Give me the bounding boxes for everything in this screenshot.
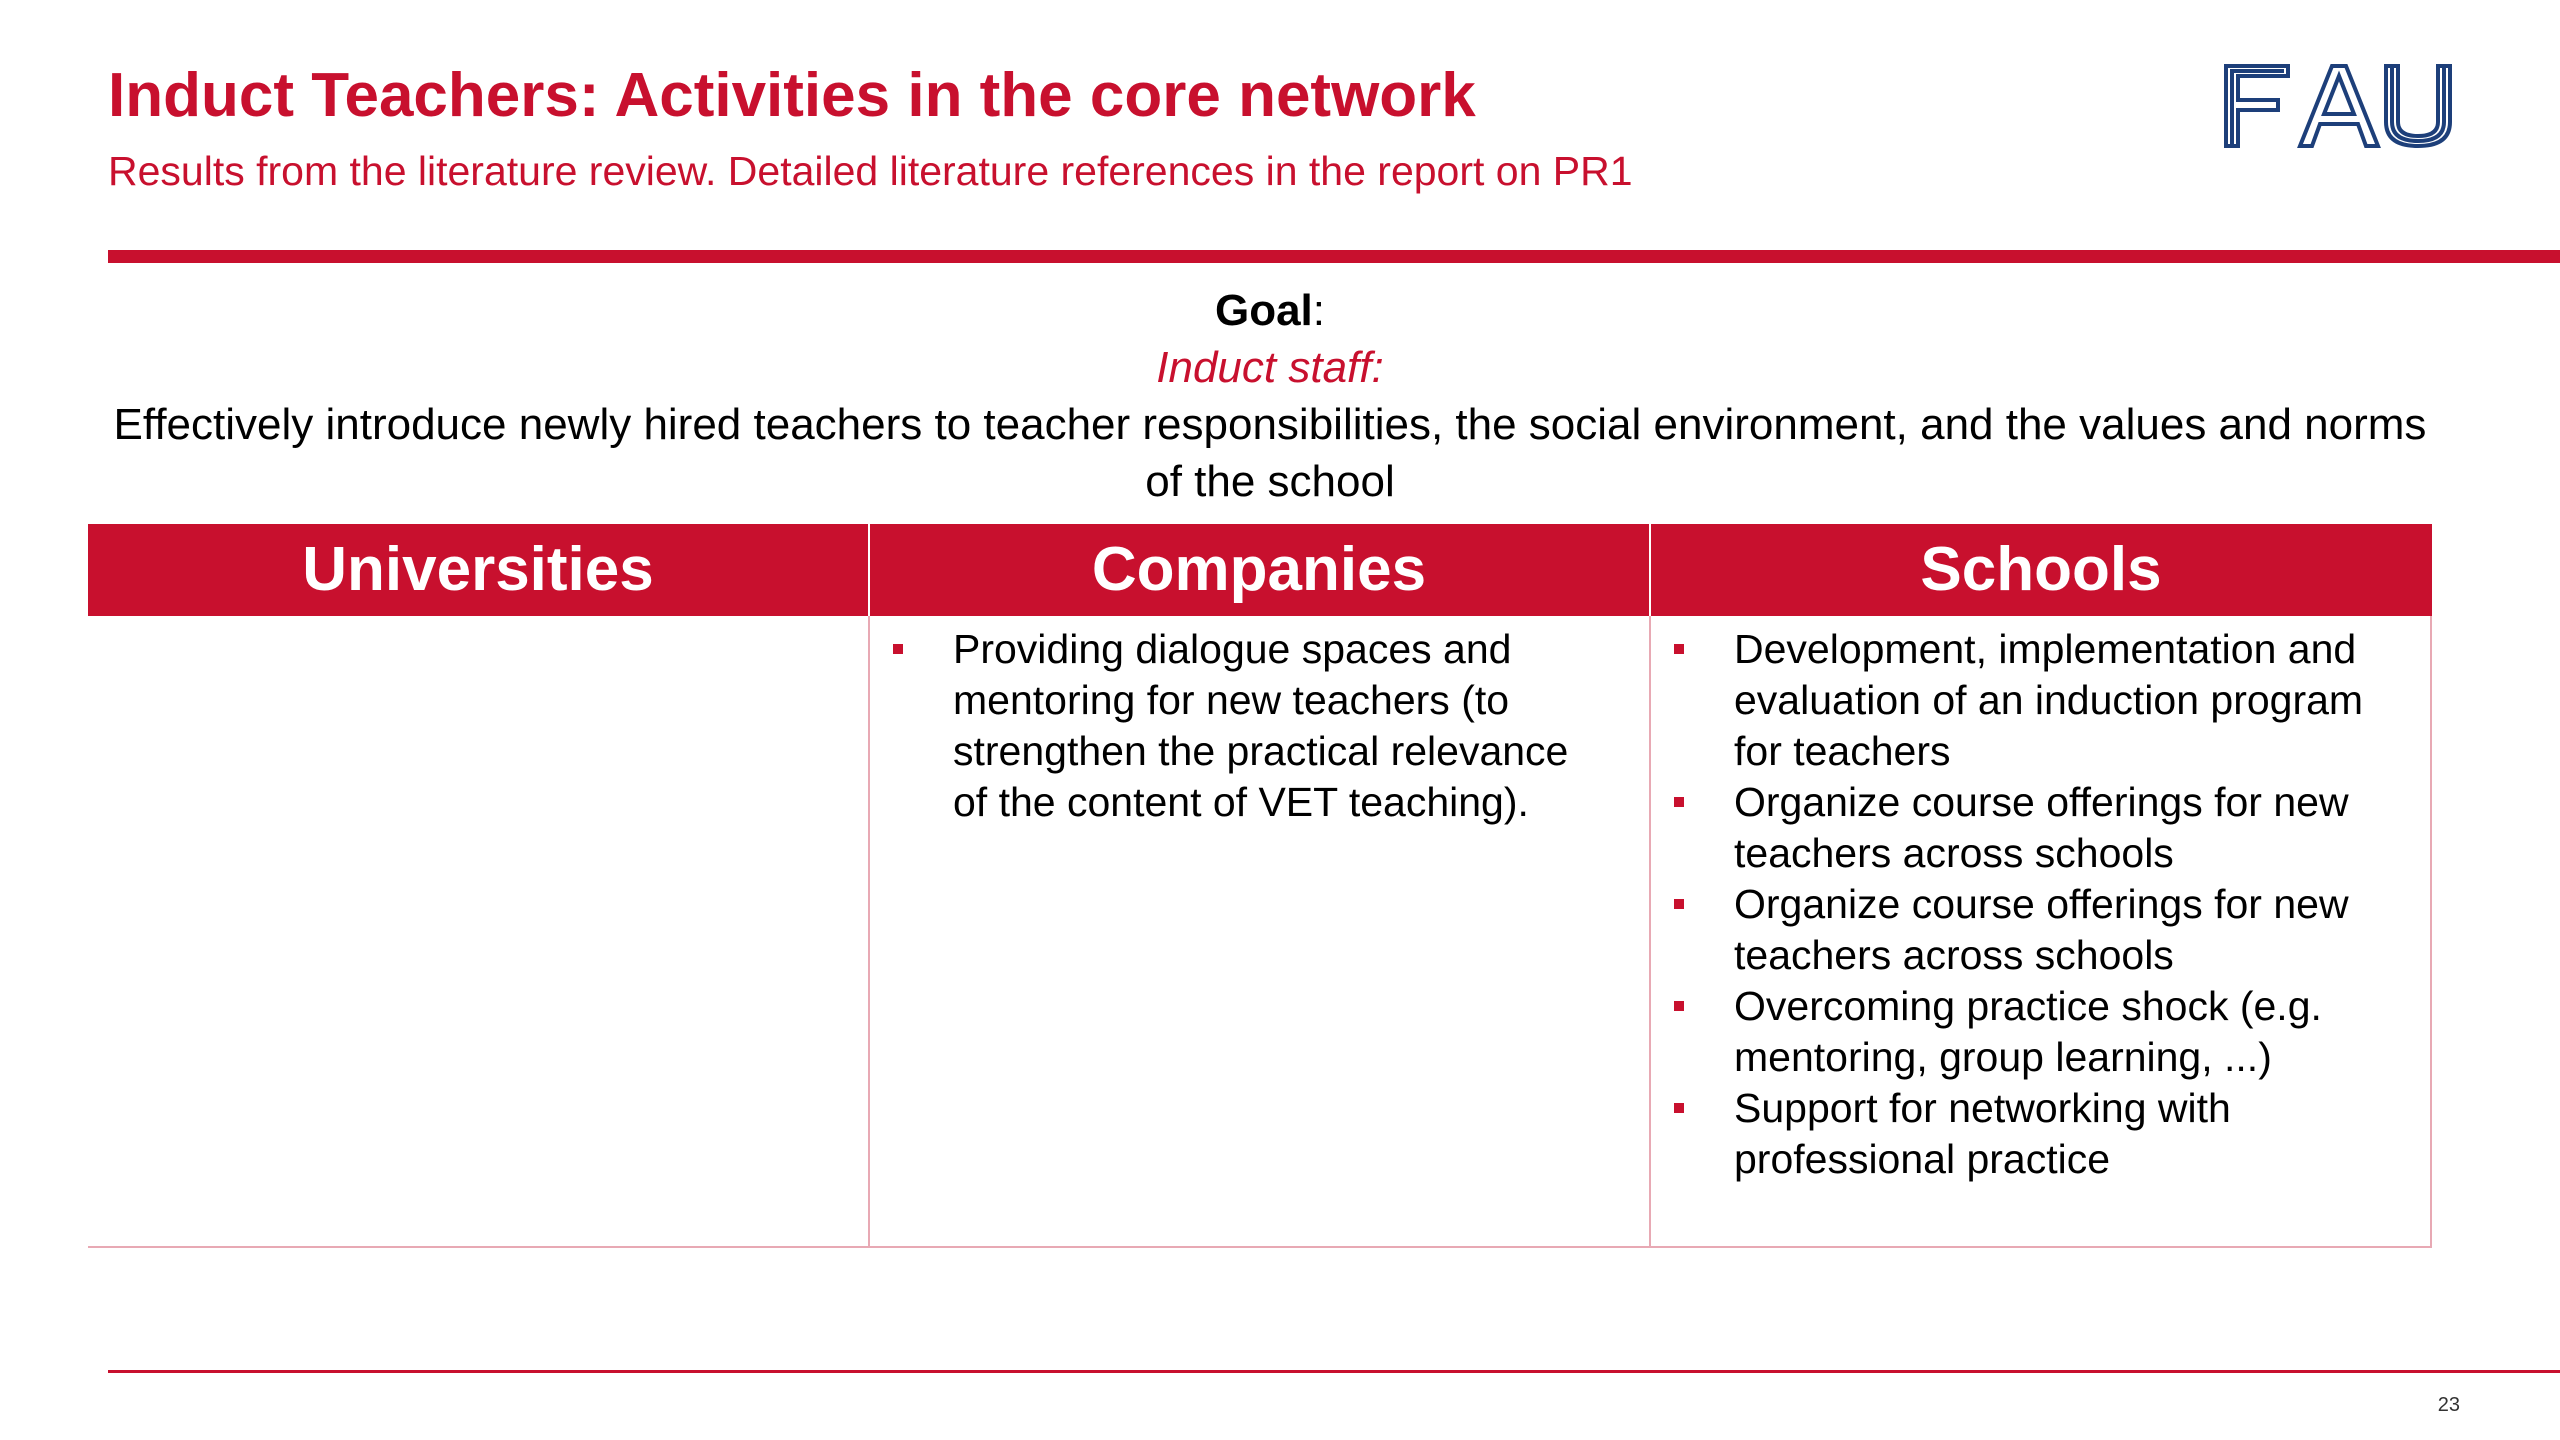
- table-right-border: [2430, 616, 2432, 1248]
- goal-description: Effectively introduce newly hired teachers to teacher responsibilities, the social environment, and the values and norms of the school: [113, 400, 2427, 506]
- table-bottom-border: [88, 1246, 2432, 1248]
- list-item-text: Support for networking with professional practice: [1734, 1085, 2231, 1182]
- list-item: [1650, 879, 2410, 981]
- bullet-square-icon: [1674, 797, 1684, 807]
- bullet-square-icon: [1674, 899, 1684, 909]
- list-item: [1650, 981, 2410, 1083]
- column-header-universities: Universities: [302, 535, 654, 604]
- schools-list: [1650, 624, 2410, 1185]
- list-item: [1650, 1083, 2410, 1185]
- table-header-row: [88, 524, 2432, 616]
- column-header-companies: Companies: [1091, 535, 1427, 604]
- column-header-schools: Schools: [1920, 535, 2162, 604]
- bullet-square-icon: [1674, 644, 1684, 654]
- list-item-text: Overcoming practice shock (e.g. mentoring, group learning, ...): [1734, 983, 2322, 1080]
- bullet-square-icon: [1674, 1001, 1684, 1011]
- list-item-text: Organize course offerings for new teachers across schools: [1734, 779, 2349, 876]
- list-item: [869, 624, 1609, 828]
- column-body-schools: [1650, 624, 2410, 1185]
- header-rule: [108, 250, 2560, 263]
- header-divider: [1649, 524, 1651, 616]
- list-item-text: Organize course offerings for new teachers across schools: [1734, 881, 2349, 978]
- companies-list: [869, 624, 1609, 828]
- activities-table: [88, 524, 2432, 1248]
- page-subtitle: Results from the literature review. Detailed literature references in the report on PR1: [108, 148, 1633, 194]
- list-item: [1650, 777, 2410, 879]
- column-body-companies: [869, 624, 1609, 828]
- footer-rule: [108, 1370, 2560, 1373]
- page-number: 23: [2437, 1394, 2460, 1416]
- goal-colon: :: [1312, 286, 1326, 335]
- fau-logo: [2222, 62, 2454, 148]
- goal-label: Goal: [1214, 286, 1313, 335]
- page-title: Induct Teachers: Activities in the core network: [108, 61, 1476, 130]
- goal-sub-colon: :: [1371, 343, 1384, 392]
- goal-heading: [90, 282, 2450, 339]
- goal-block: [90, 282, 2450, 510]
- goal-subheading: [90, 339, 2450, 396]
- list-item: [1650, 624, 2410, 777]
- bullet-square-icon: [893, 644, 903, 654]
- goal-sub-label: Induct staff: [1156, 343, 1372, 392]
- list-item-text: Providing dialogue spaces and mentoring for new teachers (to strengthen the practical relevance of the content of VET teaching).: [953, 626, 1569, 825]
- header-divider: [868, 524, 870, 616]
- bullet-square-icon: [1674, 1103, 1684, 1113]
- list-item-text: Development, implementation and evaluation of an induction program for teachers: [1734, 626, 2364, 774]
